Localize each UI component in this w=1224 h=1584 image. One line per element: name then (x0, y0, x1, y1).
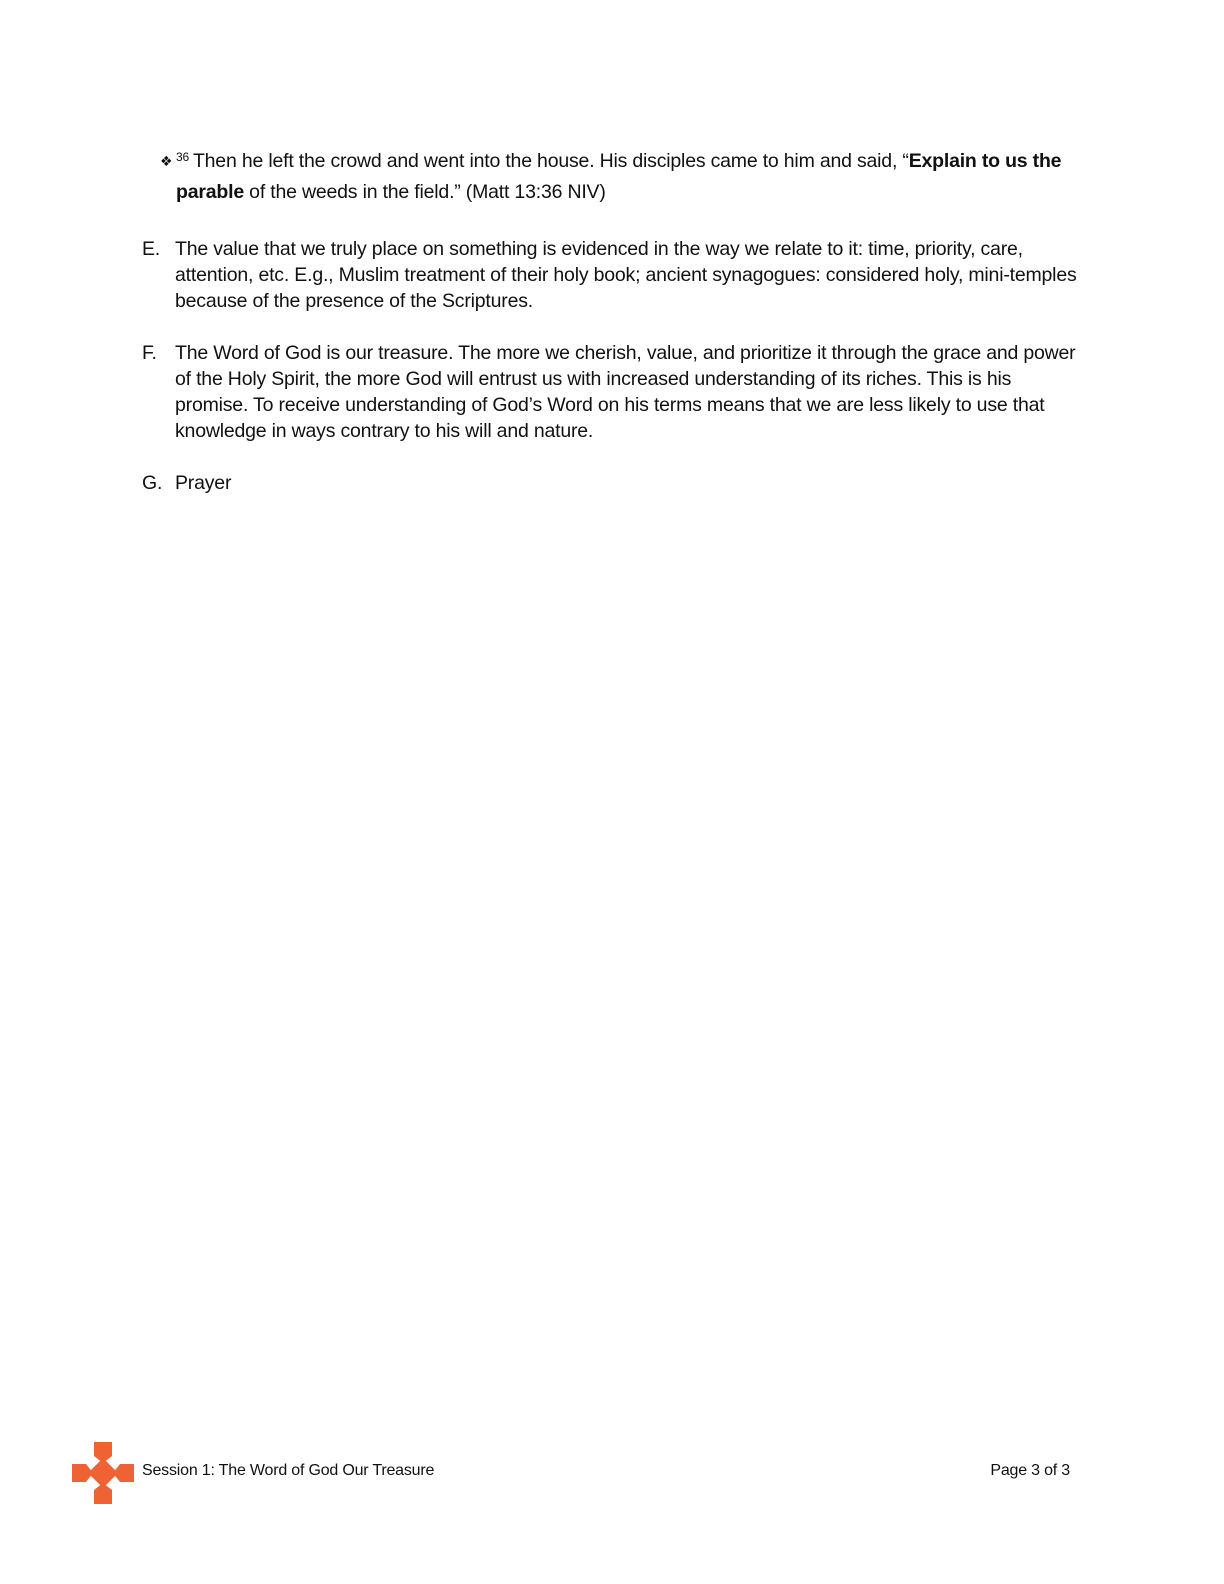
outline-letter: F. (142, 342, 157, 364)
diamond-bullet-icon: ❖ (160, 153, 173, 169)
outline-text: Prayer (175, 472, 232, 494)
outline-letter: G. (142, 472, 163, 494)
verse-text-before: Then he left the crowd and went into the house. His disciples came to him and said, “ (192, 150, 909, 172)
footer-session-title: Session 1: The Word of God Our Treasure (142, 1462, 435, 1479)
outline-letter: E. (142, 238, 161, 260)
page-footer (0, 1442, 1224, 1504)
verse-number: 36 (176, 150, 189, 164)
outline-item-f (142, 340, 1082, 444)
outline-item-e (142, 236, 1082, 314)
outline-item-g (142, 470, 1082, 496)
outline-text: The Word of God is our treasure. The more we cherish, value, and prioritize it through the grace and power of the Holy Spirit, the more God will entrust us with increased understanding of its riches. This is his promise. To receive understanding of God’s Word on his terms means that we are less likely to use that knowledge in ways contrary to his will and nature. (175, 342, 1076, 442)
footer-page-number: Page 3 of 3 (990, 1462, 1070, 1479)
verse-text-bold: Explain to us the parable (176, 150, 1062, 203)
scripture-quote (142, 146, 1082, 208)
outline-text: The value that we truly place on something is evidenced in the way we relate to it: time, priority, care, attention, etc. E.g., Muslim treatment of their holy book; ancient synagogues: considered holy, mini-temples because of the presence of the Scriptures. (175, 238, 1077, 312)
page-content (142, 146, 1082, 496)
cross-diamond-logo-icon (72, 1442, 134, 1504)
verse-text-after: of the weeds in the field.” (Matt 13:36 NIV) (243, 181, 606, 203)
